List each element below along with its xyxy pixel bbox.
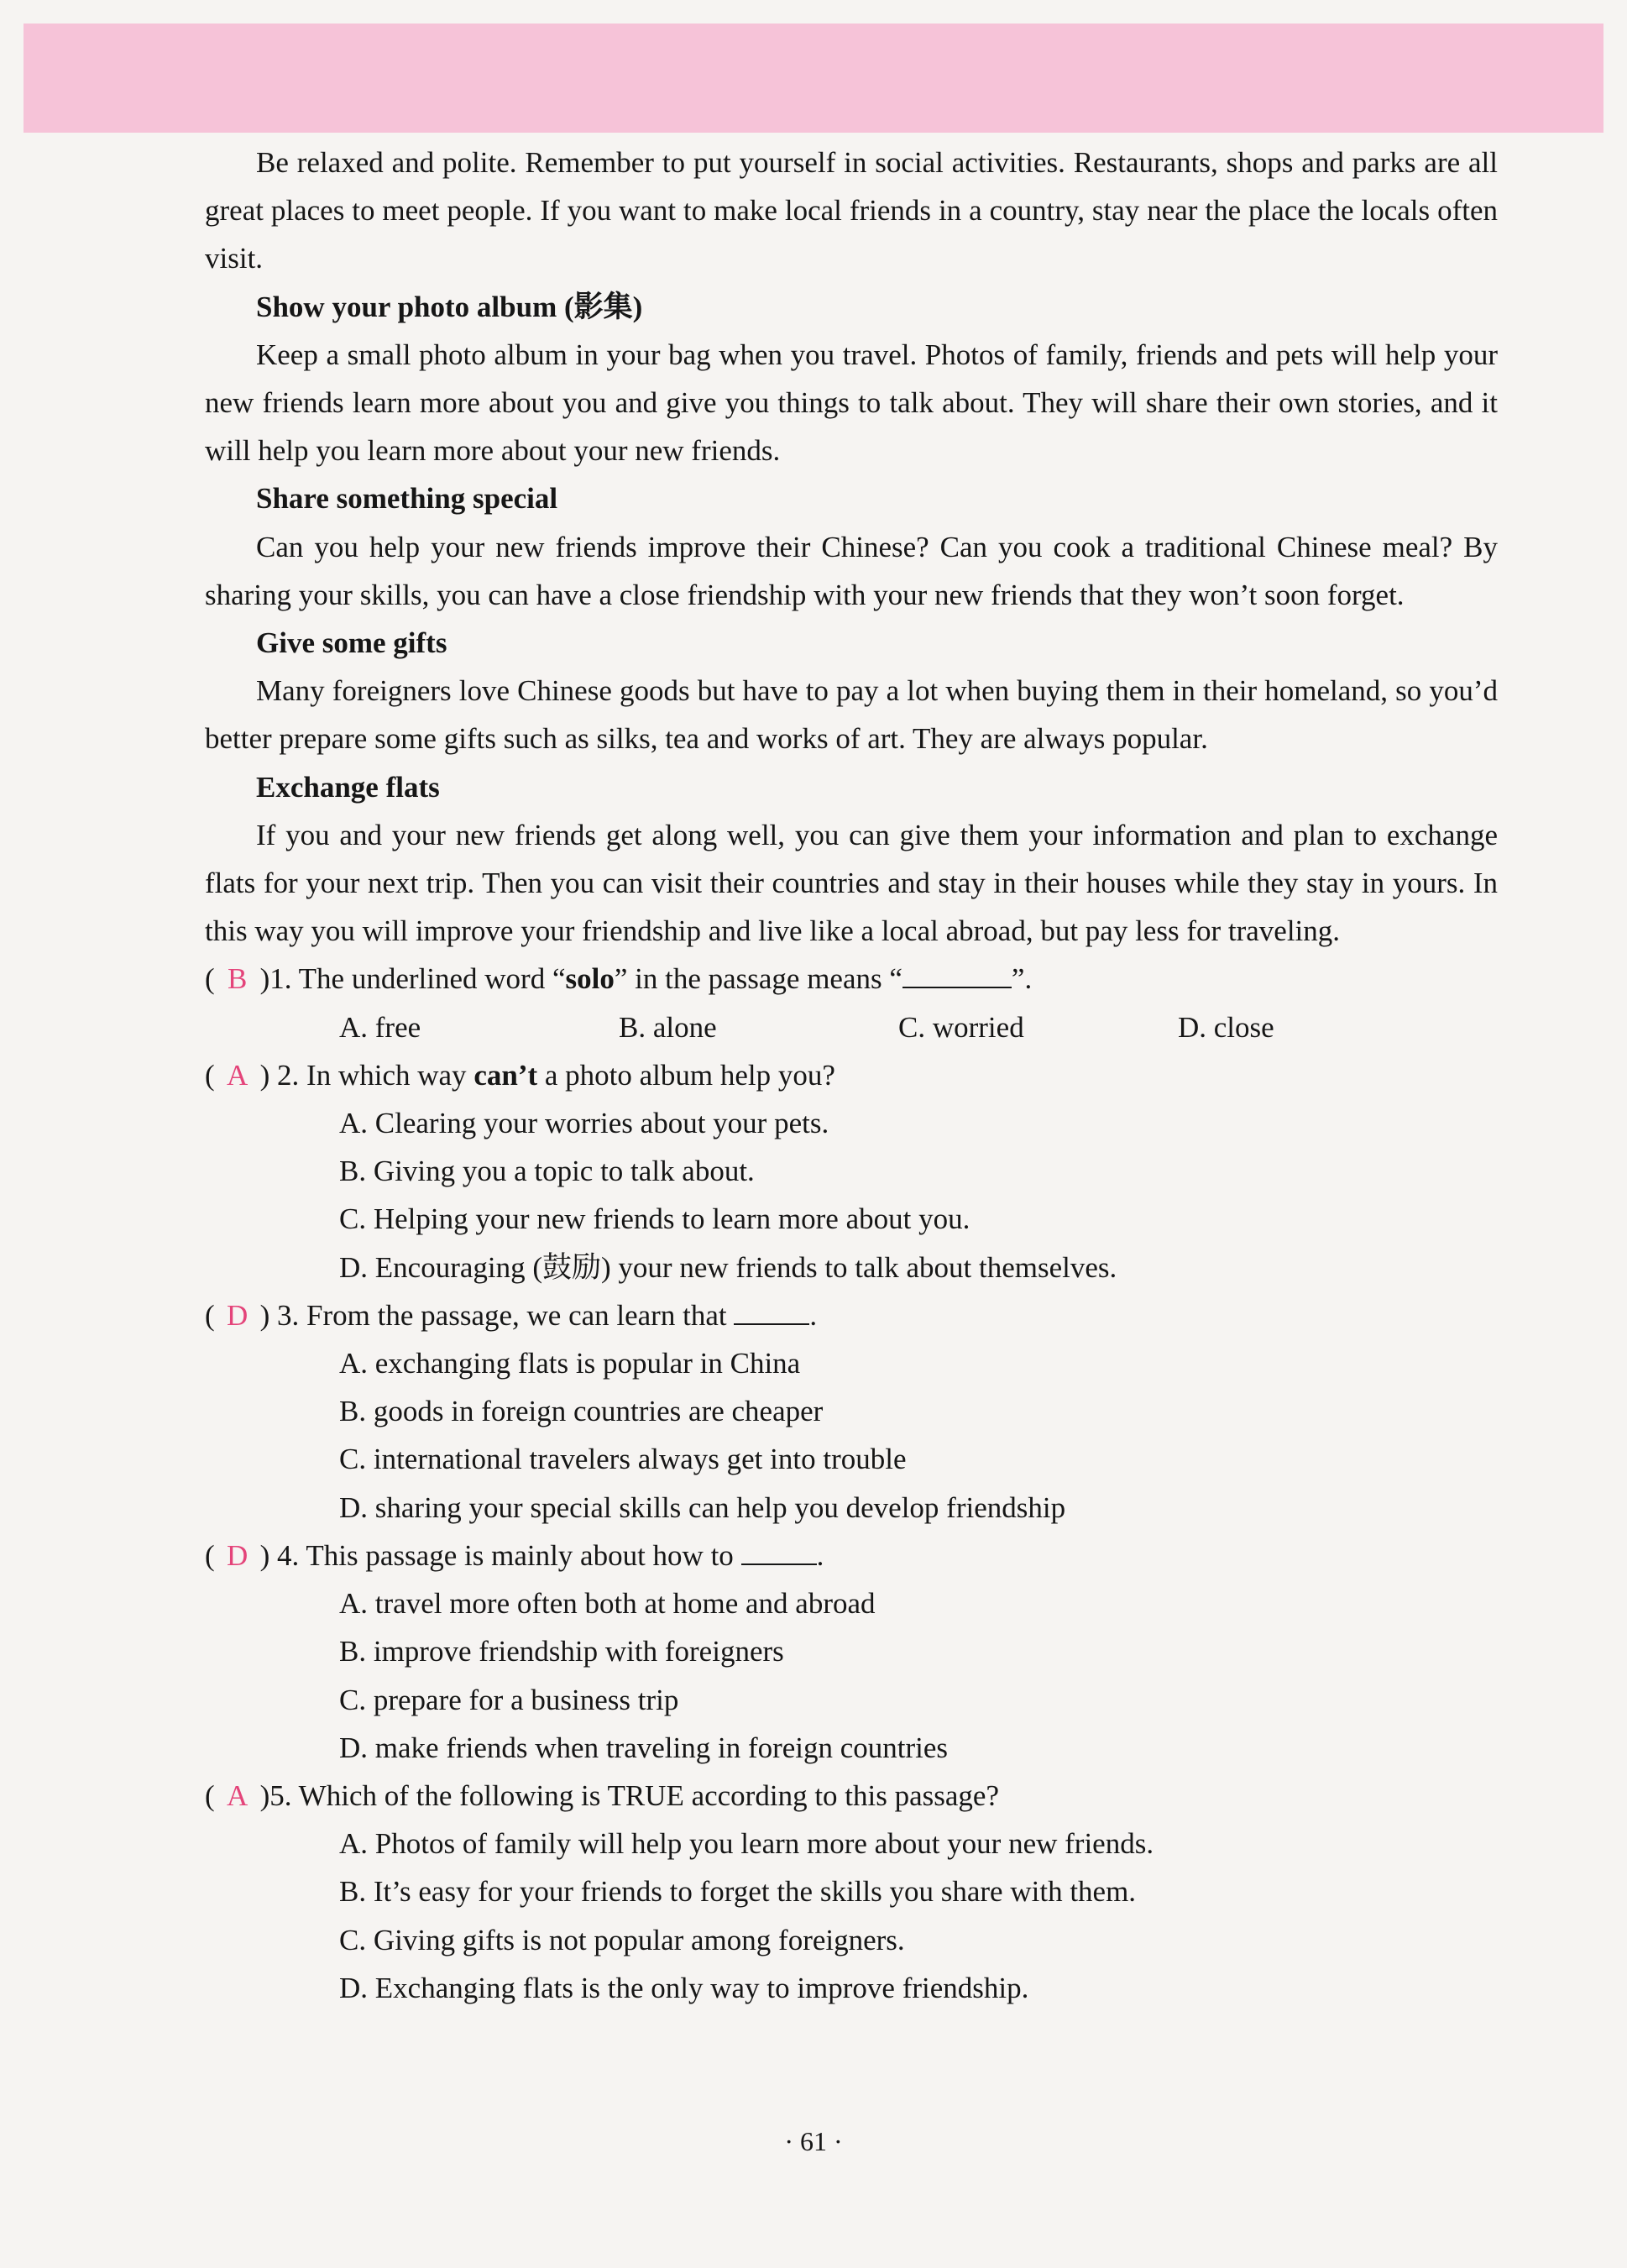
answer-q2: A (227, 1058, 248, 1092)
question-5-pre: )5. Which of the following is TRUE according to this passage? (259, 1778, 999, 1812)
question-1-post: ” in the passage means “ (614, 962, 902, 996)
answer-blank (741, 1538, 817, 1565)
heading-share-special: Share something special (256, 482, 558, 516)
question-2-pre: ) 2. In which way (259, 1058, 474, 1092)
option-q1-a: A. free (339, 1010, 421, 1044)
paragraph-intro: Be relaxed and polite. Remember to put yourself in social activities. Restaurants, shops and parks are all great places to meet people. If you want to make local friends in a country, stay near the place the locals often visit. (205, 146, 1498, 275)
option-q1-c: C. worried (898, 1010, 1024, 1044)
option-q4-b: B. improve friendship with foreigners (339, 1635, 784, 1668)
answer-q3: D (227, 1298, 248, 1332)
option-q1-d: D. close (1178, 1010, 1274, 1044)
option-q1-b: B. alone (619, 1010, 717, 1044)
question-5 (205, 1772, 1498, 1820)
option-q5-d: D. Exchanging flats is the only way to improve friendship. (339, 1971, 1029, 2004)
question-3-end: . (809, 1298, 818, 1332)
heading-exchange-flats: Exchange flats (256, 770, 440, 804)
question-1-end: ”. (1011, 962, 1033, 996)
paragraph-give-gifts: Many foreigners love Chinese goods but have to pay a lot when buying them in their homeland, so you’d better prepare some gifts such as silks, tea and works of art. They are always popular. (205, 674, 1498, 756)
option-q2-b: B. Giving you a topic to talk about. (339, 1155, 755, 1188)
paren-open: ( (205, 1538, 215, 1572)
option-q2-a: A. Clearing your worries about your pets. (339, 1107, 829, 1140)
question-1-options (205, 1003, 1498, 1051)
answer-q4: D (227, 1538, 248, 1572)
option-q4-d: D. make friends when traveling in foreign countries (339, 1731, 949, 1764)
question-4-pre: ) 4. This passage is mainly about how to (259, 1538, 741, 1572)
question-2 (205, 1051, 1498, 1099)
question-1-bold: solo (565, 962, 615, 996)
question-3-pre: ) 3. From the passage, we can learn that (259, 1298, 735, 1332)
page-number: · 61 · (784, 2126, 843, 2156)
option-q5-b: B. It’s easy for your friends to forget the skills you share with them. (339, 1875, 1137, 1909)
header-band (24, 24, 1603, 133)
paren-open: ( (205, 1298, 215, 1332)
paragraph-photo-album: Keep a small photo album in your bag when you travel. Photos of family, friends and pets will help your new friends learn more about you and give you things to talk about. They will share their own stories, and it will help you learn more about your new friends. (205, 338, 1498, 468)
question-4-end: . (816, 1538, 824, 1572)
option-q2-d: D. Encouraging (鼓励) your new friends to talk about themselves. (339, 1250, 1117, 1284)
answer-blank (734, 1298, 809, 1325)
option-q3-a: A. exchanging flats is popular in China (339, 1347, 801, 1380)
question-1-pre: )1. The underlined word “ (259, 962, 566, 996)
question-3 (205, 1291, 1498, 1339)
option-q2-c: C. Helping your new friends to learn more about you. (339, 1202, 970, 1236)
heading-give-gifts: Give some gifts (256, 626, 447, 660)
heading-photo-album: Show your photo album (影集) (256, 290, 643, 323)
paragraph-exchange-flats: If you and your new friends get along well, you can give them your information and plan to exchange flats for your next trip. Then you can visit their countries and stay in their houses while they stay in yours. In this way you will improve your friendship and live like a local abroad, but pay less for traveling. (205, 818, 1498, 948)
option-q4-a: A. travel more often both at home and abroad (339, 1587, 876, 1621)
answer-q5: A (227, 1778, 248, 1812)
page-content (205, 139, 1498, 2012)
paren-open: ( (205, 1778, 215, 1812)
option-q5-a: A. Photos of family will help you learn more about your new friends. (339, 1827, 1154, 1861)
paren-open: ( (205, 962, 215, 996)
paragraph-share-special: Can you help your new friends improve their Chinese? Can you cook a traditional Chinese meal? By sharing your skills, you can have a close friendship with your new friends that they won’t soon forget. (205, 530, 1498, 611)
option-q5-c: C. Giving gifts is not popular among foreigners. (339, 1923, 905, 1956)
paren-open: ( (205, 1058, 215, 1092)
question-1 (205, 955, 1498, 1003)
question-4 (205, 1532, 1498, 1579)
option-q3-d: D. sharing your special skills can help you develop friendship (339, 1490, 1066, 1524)
answer-q1: B (227, 962, 248, 996)
option-q3-b: B. goods in foreign countries are cheaper (339, 1395, 824, 1428)
option-q3-c: C. international travelers always get into trouble (339, 1443, 907, 1476)
question-2-post: a photo album help you? (537, 1058, 835, 1092)
answer-blank (902, 961, 1012, 988)
question-2-bold: can’t (473, 1058, 538, 1092)
option-q4-c: C. prepare for a business trip (339, 1683, 679, 1716)
